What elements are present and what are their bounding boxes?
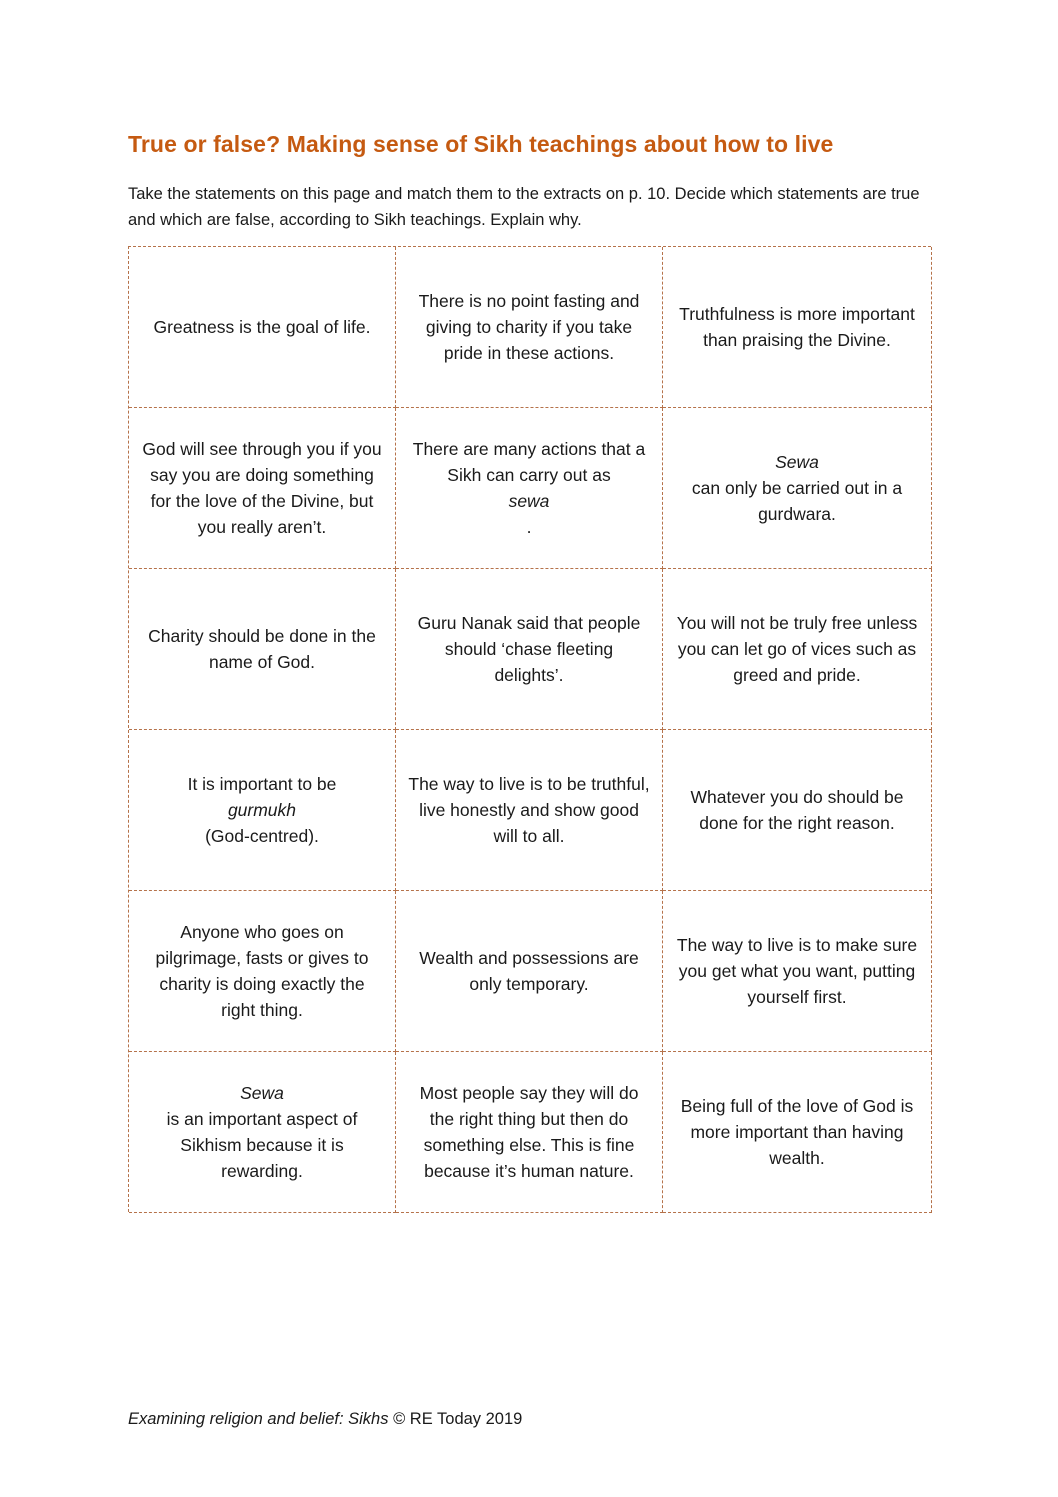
statement-text	[408, 945, 650, 997]
footer-copyright: © RE Today 2019	[388, 1410, 523, 1428]
statement-card	[396, 1052, 663, 1213]
statement-text	[408, 288, 650, 366]
statement-text-part: .	[526, 517, 532, 537]
statement-text	[675, 449, 919, 527]
statement-text-part: Guru Nanak said that people should ‘chase fleeting delights’.	[417, 613, 641, 685]
statement-text	[675, 1093, 919, 1171]
statement-text	[675, 932, 919, 1010]
statement-card	[129, 247, 396, 408]
statement-card	[396, 730, 663, 891]
statement-text-part: is an important aspect of Sikhism because it is rewarding.	[166, 1109, 358, 1181]
statement-text-part: Wealth and possessions are only temporary.	[419, 948, 639, 994]
statement-text	[408, 1080, 650, 1184]
statement-text-part: Whatever you do should be done for the right reason.	[690, 787, 904, 833]
statement-card	[663, 1052, 932, 1213]
statement-text-part: God will see through you if you say you are doing something for the love of the Divine, but you really aren’t.	[142, 439, 382, 537]
statement-text	[675, 784, 919, 836]
statement-card	[129, 730, 396, 891]
statement-card	[663, 408, 932, 569]
statement-text-part: Most people say they will do the right thing but then do something else. This is fine because it’s human nature.	[419, 1083, 639, 1181]
statement-text	[154, 314, 371, 340]
statement-text-part: Truthfulness is more important than praising the Divine.	[679, 304, 915, 350]
statement-text-part: Charity should be done in the name of God.	[148, 626, 376, 672]
statement-card	[129, 891, 396, 1052]
statement-text	[675, 301, 919, 353]
statement-text-part: (God-centred).	[205, 826, 319, 846]
statement-text	[188, 771, 337, 849]
statement-italic-term: gurmukh	[227, 800, 297, 820]
statement-card	[663, 891, 932, 1052]
statement-italic-term: Sewa	[240, 1083, 284, 1103]
statement-card	[396, 408, 663, 569]
statement-text-part: There is no point fasting and giving to charity if you take pride in these actions.	[418, 291, 640, 363]
statement-text-part: You will not be truly free unless you can let go of vices such as greed and pride.	[676, 613, 918, 685]
statement-text-part: The way to live is to make sure you get what you want, putting yourself first.	[676, 935, 918, 1007]
statement-text-part: It is important to be	[187, 774, 337, 794]
statement-text-part: Greatness is the goal of life.	[153, 317, 371, 337]
statement-text	[675, 610, 919, 688]
statement-card	[663, 569, 932, 730]
statement-card	[396, 569, 663, 730]
statement-text	[141, 623, 383, 675]
statement-card	[129, 408, 396, 569]
statement-card	[663, 247, 932, 408]
statement-text-part: Being full of the love of God is more important than having wealth.	[680, 1096, 914, 1168]
instructions-text: Take the statements on this page and match them to the extracts on p. 10. Decide which statements are true and which are false, according to Sikh teachings. Explain why.	[128, 185, 920, 229]
statement-text	[141, 919, 383, 1023]
statement-card	[129, 1052, 396, 1213]
statement-text-part: The way to live is to be truthful, live honestly and show good will to all.	[408, 774, 650, 846]
footer-source: Examining religion and belief: Sikhs	[128, 1410, 389, 1428]
statement-text	[408, 610, 650, 688]
statement-italic-term: sewa	[508, 491, 550, 511]
statement-text	[408, 436, 650, 540]
page-footer	[128, 1410, 522, 1429]
page-title: True or false? Making sense of Sikh teachings about how to live	[128, 131, 834, 157]
statement-italic-term: Sewa	[775, 452, 819, 472]
statement-text-part: There are many actions that a Sikh can carry out as	[412, 439, 646, 485]
statement-text	[408, 771, 650, 849]
statement-text	[141, 436, 383, 540]
statement-card	[396, 891, 663, 1052]
statement-card	[663, 730, 932, 891]
statement-card	[396, 247, 663, 408]
statement-card	[129, 569, 396, 730]
statement-text-part: can only be carried out in a gurdwara.	[691, 478, 903, 524]
statement-text	[141, 1080, 383, 1184]
statement-text-part: Anyone who goes on pilgrimage, fasts or gives to charity is doing exactly the right thing.	[155, 922, 369, 1020]
statement-cards-grid	[128, 246, 931, 1212]
